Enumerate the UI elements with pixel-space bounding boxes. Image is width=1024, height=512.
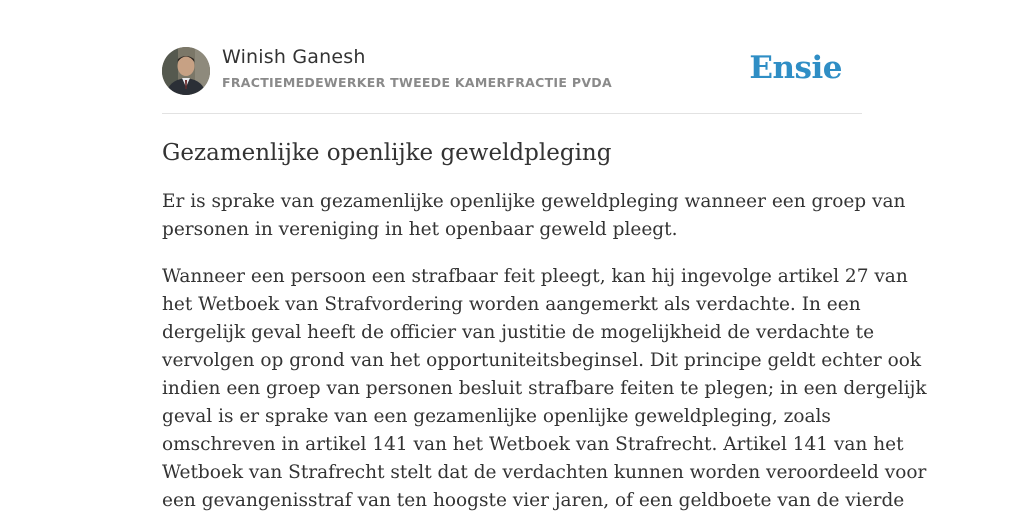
article-title: Gezamenlijke openlijke geweldpleging [162,140,612,166]
article-paragraph [162,263,927,512]
paragraph-line: geval is er sprake van een gezamenlijke openlijke geweldpleging, zoals [162,406,831,427]
article-paragraph [162,188,906,244]
ensie-logo[interactable]: Ensie [749,50,842,86]
avatar-portrait-icon [162,47,210,95]
paragraph-line: personen in vereniging in het openbaar geweld pleegt. [162,219,678,240]
paragraph-line: Wetboek van Strafrecht stelt dat de verdachten kunnen worden veroordeeld voor [162,462,927,483]
paragraph-line: omschreven in artikel 141 van het Wetboek van Strafrecht. Artikel 141 van het [162,434,904,455]
header-divider [162,113,862,114]
paragraph-line: Wanneer een persoon een strafbaar feit pleegt, kan hij ingevolge artikel 27 van [162,266,908,287]
author-avatar[interactable] [162,47,210,95]
paragraph-line: indien een groep van personen besluit strafbare feiten te plegen; in een dergelijk [162,378,927,399]
author-name[interactable]: Winish Ganesh [222,46,366,68]
paragraph-line: vervolgen op grond van het opportuniteitsbeginsel. Dit principe geldt echter ook [162,350,922,371]
paragraph-line: Er is sprake van gezamenlijke openlijke geweldpleging wanneer een groep van [162,191,906,212]
paragraph-line: een gevangenisstraf van ten hoogste vier jaren, of een geldboete van de vierde [162,490,905,511]
paragraph-line: het Wetboek van Strafvordering worden aangemerkt als verdachte. In een [162,294,861,315]
paragraph-line: dergelijk geval heeft de officier van justitie de mogelijkheid de verdachte te [162,322,875,343]
author-header [162,46,862,96]
author-role: FRACTIEMEDEWERKER TWEEDE KAMERFRACTIE PVDA [222,75,612,90]
article-content [162,138,927,512]
